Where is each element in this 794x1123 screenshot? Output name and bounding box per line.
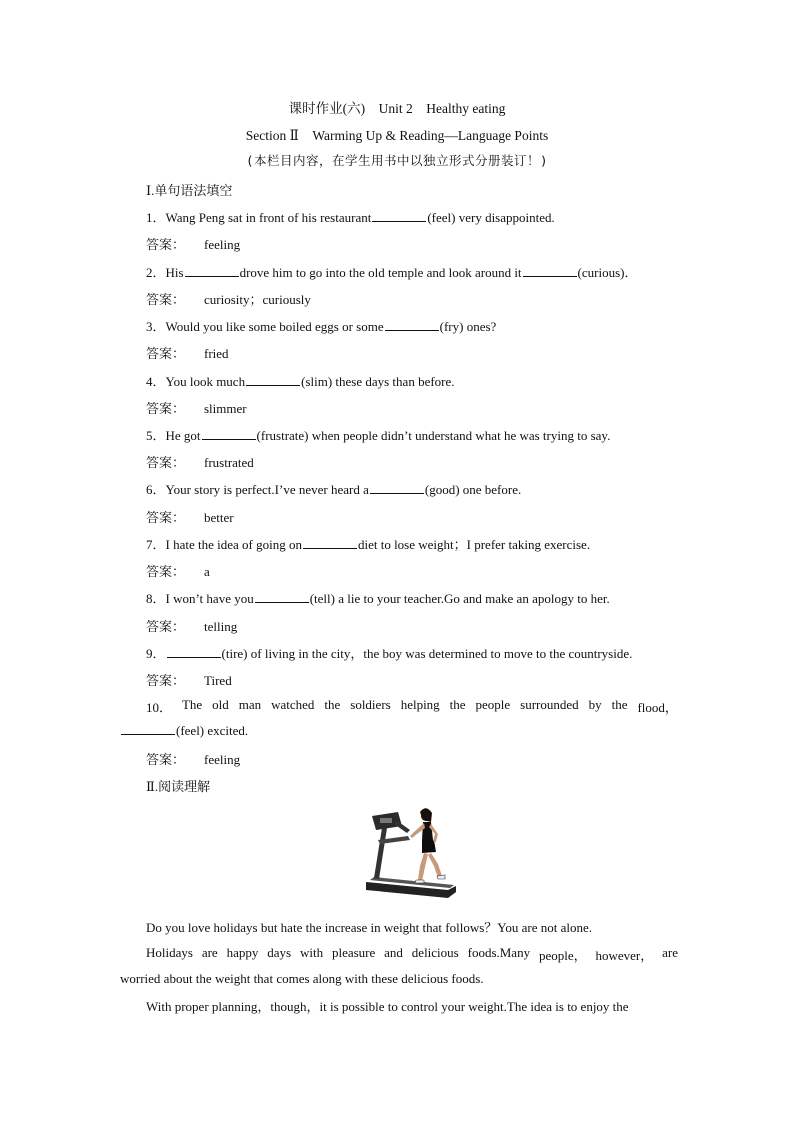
- answer-1: 答案： feeling: [146, 234, 240, 253]
- question-6: 6．Your story is perfect.I’ve never heard a (good) one before.: [146, 482, 522, 497]
- passage-paragraph-2-line2: worried about the weight that comes along with these delicious foods.: [120, 971, 484, 986]
- answer-6: 答案： better: [146, 507, 234, 526]
- question-10-line2: (feel) excited.: [120, 723, 248, 739]
- answer-blank: [255, 592, 309, 603]
- answer-blank: [523, 266, 577, 277]
- question-8: 8．I won’t have you (tell) a lie to your teacher.Go and make an apology to her.: [146, 591, 610, 606]
- question-3: 3．Would you like some boiled eggs or some (fry) ones?: [146, 319, 497, 334]
- binding-note: (本栏目内容，在学生用书中以独立形式分册装订！): [245, 153, 549, 168]
- answer-label: 答案：: [146, 401, 186, 416]
- answer-label: 答案：: [146, 510, 186, 525]
- answer-blank: [202, 429, 256, 440]
- answer-2: 答案： curiosity；curiously: [146, 289, 311, 308]
- answer-blank: [246, 375, 300, 386]
- passage-paragraph-3-line1: With proper planning，though，it is possible to control your weight.The idea is to enjoy the: [146, 999, 629, 1014]
- section-heading-reading: Ⅱ.阅读理解: [146, 779, 211, 794]
- answer-10: 答案： feeling: [146, 749, 240, 768]
- answer-9: 答案： Tired: [146, 670, 232, 689]
- page-title: 课时作业(六) Unit 2 Healthy eating: [288, 101, 506, 116]
- answer-label: 答案：: [146, 237, 186, 252]
- question-9: 9． (tire) of living in the city，the boy was determined to move to the countryside.: [146, 646, 633, 661]
- treadmill-runner-icon: [360, 800, 460, 900]
- answer-label: 答案：: [146, 619, 186, 634]
- treadmill-runner-image: [360, 800, 460, 900]
- answer-label: 答案：: [146, 752, 186, 767]
- answer-5: 答案： frustrated: [146, 452, 254, 471]
- answer-blank: [167, 647, 221, 658]
- answer-label: 答案：: [146, 346, 186, 361]
- question-10-line1: 10． The old man watched the soldiers helping the people surrounded by the flood，: [146, 697, 678, 715]
- answer-label: 答案：: [146, 292, 186, 307]
- passage-paragraph-1: Do you love holidays but hate the increase in weight that follows？You are not alone.: [146, 920, 593, 935]
- section-heading-grammar: Ⅰ.单句语法填空: [146, 183, 233, 198]
- answer-8: 答案： telling: [146, 616, 237, 635]
- answer-label: 答案：: [146, 455, 186, 470]
- answer-label: 答案：: [146, 564, 186, 579]
- passage-paragraph-2-line1: Holidays are happy days with pleasure and delicious foods.Many people， however， are: [146, 945, 678, 963]
- answer-blank: [372, 211, 426, 222]
- question-2: 2．His drove him to go into the old temple and look around it (curious)．: [146, 265, 638, 280]
- question-5: 5．He got (frustrate) when people didn’t understand what he was trying to say.: [146, 428, 611, 443]
- page-subtitle: Section Ⅱ Warming Up & Reading—Language Points: [245, 128, 549, 143]
- answer-label: 答案：: [146, 673, 186, 688]
- answer-7: 答案： a: [146, 561, 210, 580]
- answer-3: 答案： fried: [146, 343, 229, 362]
- answer-blank: [303, 538, 357, 549]
- answer-4: 答案： slimmer: [146, 398, 247, 417]
- answer-blank: [185, 266, 239, 277]
- answer-blank: [121, 724, 175, 735]
- question-4: 4．You look much (slim) these days than before.: [146, 374, 455, 389]
- question-7: 7．I hate the idea of going on diet to lose weight；I prefer taking exercise.: [146, 537, 591, 552]
- answer-blank: [385, 320, 439, 331]
- answer-blank: [370, 483, 424, 494]
- question-1: 1．Wang Peng sat in front of his restaurant (feel) very disappointed.: [146, 210, 555, 225]
